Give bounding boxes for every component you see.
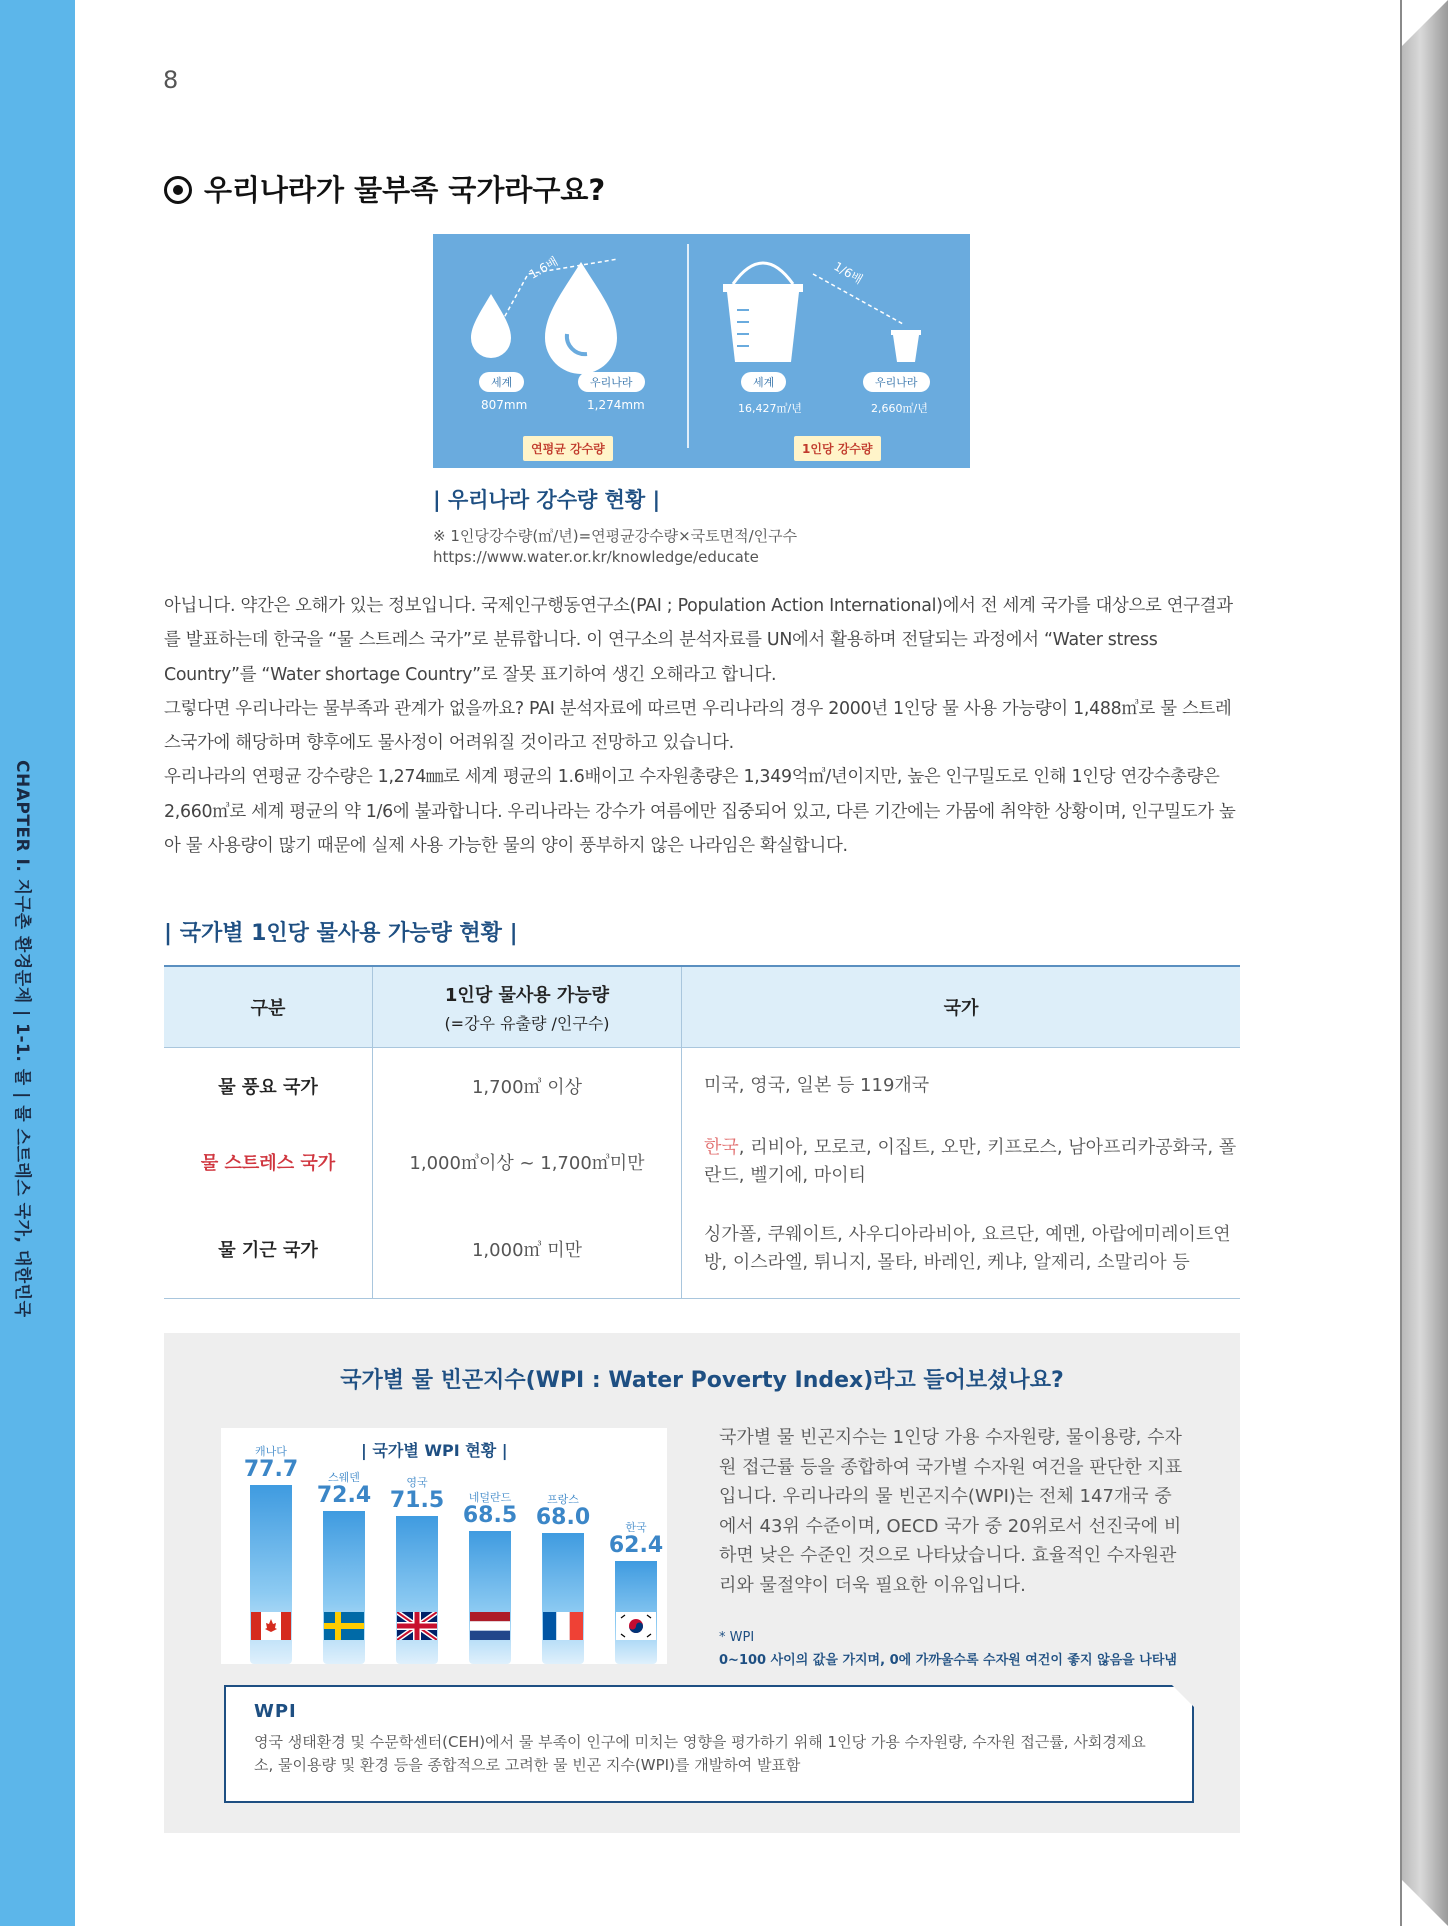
- korea-per-capita-value: 2,660㎥/년: [871, 402, 928, 415]
- chart-category-label: 영국: [406, 1475, 428, 1489]
- korea-pill-left: 우리나라: [578, 372, 645, 392]
- chart-value-label: 68.5: [462, 1502, 518, 1528]
- wpi-bar-chart: [221, 1428, 667, 1664]
- page-number: 8: [163, 66, 179, 94]
- row-countries: 싱가폴, 쿠웨이트, 사우디아라비아, 요르단, 예멘, 아랍에미레이트연방, 이스라엘, 튀니지, 몰타, 바레인, 케냐, 알제리, 소말리아 등: [682, 1200, 1241, 1299]
- header-amount: [373, 966, 682, 1048]
- chart-title: | 국가별 WPI 현황 |: [361, 1441, 508, 1460]
- sweden-flag-icon: [324, 1612, 364, 1640]
- table-row: [164, 1048, 1240, 1125]
- korea-rain-value: 1,274mm: [587, 398, 645, 412]
- korea-pill-right: 우리나라: [863, 372, 930, 392]
- chart-bar: [469, 1531, 511, 1665]
- world-per-capita-value: 16,427㎥/년: [738, 402, 802, 415]
- row-countries: [682, 1124, 1241, 1200]
- row-countries: 미국, 영국, 일본 등 119개국: [682, 1048, 1241, 1125]
- chart-category-label: 한국: [625, 1521, 647, 1534]
- table-title: | 국가별 1인당 물사용 가능량 현황 |: [164, 921, 518, 946]
- chart-value-label: 77.7: [243, 1456, 299, 1482]
- question-title: [164, 168, 605, 209]
- chart-bar: [396, 1516, 438, 1665]
- spine-label: CHAPTER I. 지구촌 환경문제 | 1-1. 물 | 물 스트레스 국가, 대한민국: [12, 760, 32, 1318]
- wpi-footnote-label: * WPI: [719, 1630, 755, 1645]
- rainfall-infographic: [433, 234, 970, 468]
- paragraph-3: 우리나라의 연평균 강수량은 1,274㎜로 세계 평균의 1.6배이고 수자원총량은 1,349억㎥/년이지만, 높은 인구밀도로 인해 1인당 연강수총량은 2,660㎥로 세계 평균의 약 1/6에 불과합니다. 우리나라는 강수가 여름에만 집중되어 있고, 다른 기간에는 가뭄에 취약한 상황이며, 인구밀도가 높아 물 사용량이 많기 때문에 실제 사용 가능한 물의 양이 풍부하지 않은 나라임은 확실합니다.: [164, 767, 1236, 857]
- row-type: 물 스트레스 국가: [200, 1153, 336, 1174]
- row-amount: 1,000㎥ 미만: [373, 1200, 682, 1299]
- row-amount: 1,000㎥이상 ~ 1,700㎥미만: [373, 1124, 682, 1200]
- large-bucket-icon: [727, 292, 799, 362]
- chart-category-label: 네덜란드: [468, 1490, 512, 1504]
- row-type: 물 풍요 국가: [218, 1077, 318, 1098]
- small-drop-icon: [471, 294, 511, 358]
- row-amount: 1,700㎥ 이상: [373, 1048, 682, 1125]
- large-drop-icon: [545, 262, 617, 374]
- per-capita-rain-badge: 1인당 강수량: [794, 436, 881, 461]
- body-text: [164, 589, 1240, 863]
- chart-bar: [542, 1533, 584, 1664]
- paragraph-1: 아닙니다. 약간은 오해가 있는 정보입니다. 국제인구행동연구소(PAI ; Population Action International)에서 전 세계 국가를 대상으로 연구결과를 발표하는데 한국을 “물 스트레스 국가”로 분류합니다. 이 연구소의 분석자료를 UN에서 활용하며 전달되는 과정에서 “Water stress Country”를 “Water shortage Country”로 잘못 표기하여 생긴 오해라고 합니다.: [164, 596, 1233, 685]
- infographic-divider: [687, 244, 689, 448]
- table-row: [164, 1200, 1240, 1299]
- header-countries: 국가: [682, 966, 1241, 1048]
- bucket-rim: [723, 284, 803, 292]
- note-formula: ※ 1인당강수량(㎥/년)=연평균강수량×국토면적/인구수: [433, 527, 798, 545]
- row-type: 물 기근 국가: [164, 1200, 373, 1299]
- wpi-title: 국가별 물 빈곤지수(WPI : Water Poverty Index)라고 들어보셨나요?: [340, 1368, 1064, 1393]
- target-bullet-icon: [164, 176, 192, 204]
- canada-flag-icon: [251, 1612, 291, 1640]
- header-amount-main: 1인당 물사용 가능량: [444, 984, 610, 1006]
- chapter-spine: [0, 0, 75, 1926]
- table-row: [164, 1124, 1240, 1200]
- rainfall-graphics: [433, 234, 970, 468]
- wpi-definition-heading: WPI: [254, 1701, 297, 1722]
- wpi-description: 국가별 물 빈곤지수는 1인당 가용 수자원량, 물이용량, 수자원 접근률 등을 종합하여 국가별 수자원 여건을 판단한 지표입니다. 우리나라의 물 빈곤지수(WPI)는 전체 147개국 중에서 43위 수준이며, OECD 국가 중 20위로서 선진국에 비하면 낮은 수준인 것으로 나타났습니다. 효율적인 수자원관리와 물절약이 더욱 필요한 이유입니다.: [719, 1427, 1183, 1596]
- wpi-footnote: [719, 1626, 1177, 1672]
- korea-flag-icon: [616, 1612, 656, 1640]
- world-pill-right: 세계: [741, 372, 786, 392]
- wpi-footnote-text: 0~100 사이의 값을 가지며, 0에 가까울수록 수자원 여건이 좋지 않음을 나타냄: [719, 1653, 1177, 1668]
- wpi-definition-box: [224, 1685, 1194, 1803]
- wpi-section: [164, 1333, 1240, 1833]
- world-pill-left: 세계: [479, 372, 524, 392]
- small-bucket-icon: [893, 335, 919, 362]
- row-countries-rest: , 리비아, 모로코, 이집트, 오만, 키프로스, 남아프리카공화국, 폴란드, 벨기에, 마이티: [704, 1137, 1237, 1186]
- france-flag-icon: [543, 1612, 583, 1640]
- chart-bar: [323, 1511, 365, 1664]
- ratio-left: 1.6배: [526, 254, 561, 282]
- paragraph-2: 그렇다면 우리나라는 물부족과 관계가 없을까요? PAI 분석자료에 따르면 우리나라의 경우 2000년 1인당 물 사용 가능량이 1,488㎥로 물 스트레스국가에 해당하며 향후에도 물사정이 어려워질 것이라고 전망하고 있습니다.: [164, 698, 1232, 754]
- water-availability-table: [164, 965, 1240, 1299]
- korea-highlight: 한국: [704, 1137, 739, 1158]
- rainfall-note: [433, 526, 797, 568]
- header-amount-sub: (=강우 유출량 /인구수): [444, 1013, 610, 1033]
- world-rain-value: 807mm: [481, 398, 528, 412]
- chart-value-label: 62.4: [608, 1533, 664, 1558]
- chart-category-label: 캐나다: [255, 1444, 287, 1458]
- rainfall-caption: | 우리나라 강수량 현황 |: [433, 488, 661, 512]
- note-url: https://www.water.or.kr/knowledge/educate: [433, 548, 759, 566]
- chart-value-label: 68.0: [535, 1505, 591, 1530]
- table-header-row: [164, 966, 1240, 1048]
- question-title-text: 우리나라가 물부족 국가라구요?: [204, 173, 606, 207]
- chart-value-label: 72.4: [316, 1483, 372, 1508]
- chart-category-label: 스웨덴: [328, 1471, 360, 1484]
- uk-flag-icon: [397, 1612, 437, 1640]
- netherlands-flag-icon: [470, 1612, 510, 1640]
- header-category: 구분: [164, 966, 373, 1048]
- annual-rain-badge: 연평균 강수량: [523, 436, 613, 461]
- wpi-definition-text: 영국 생태환경 및 수문학센터(CEH)에서 물 부족이 인구에 미치는 영향을 평가하기 위해 1인당 가용 수자원량, 수자원 접근률, 사회경제요소, 물이용량 및 환경 등을 종합적으로 고려한 물 빈곤 지수(WPI)를 개발하여 발표함: [254, 1733, 1146, 1774]
- book-edge: [1402, 0, 1448, 1926]
- chart-category-label: 프랑스: [547, 1493, 579, 1506]
- chart-value-label: 71.5: [389, 1487, 445, 1513]
- ratio-right: 1/6배: [831, 259, 866, 287]
